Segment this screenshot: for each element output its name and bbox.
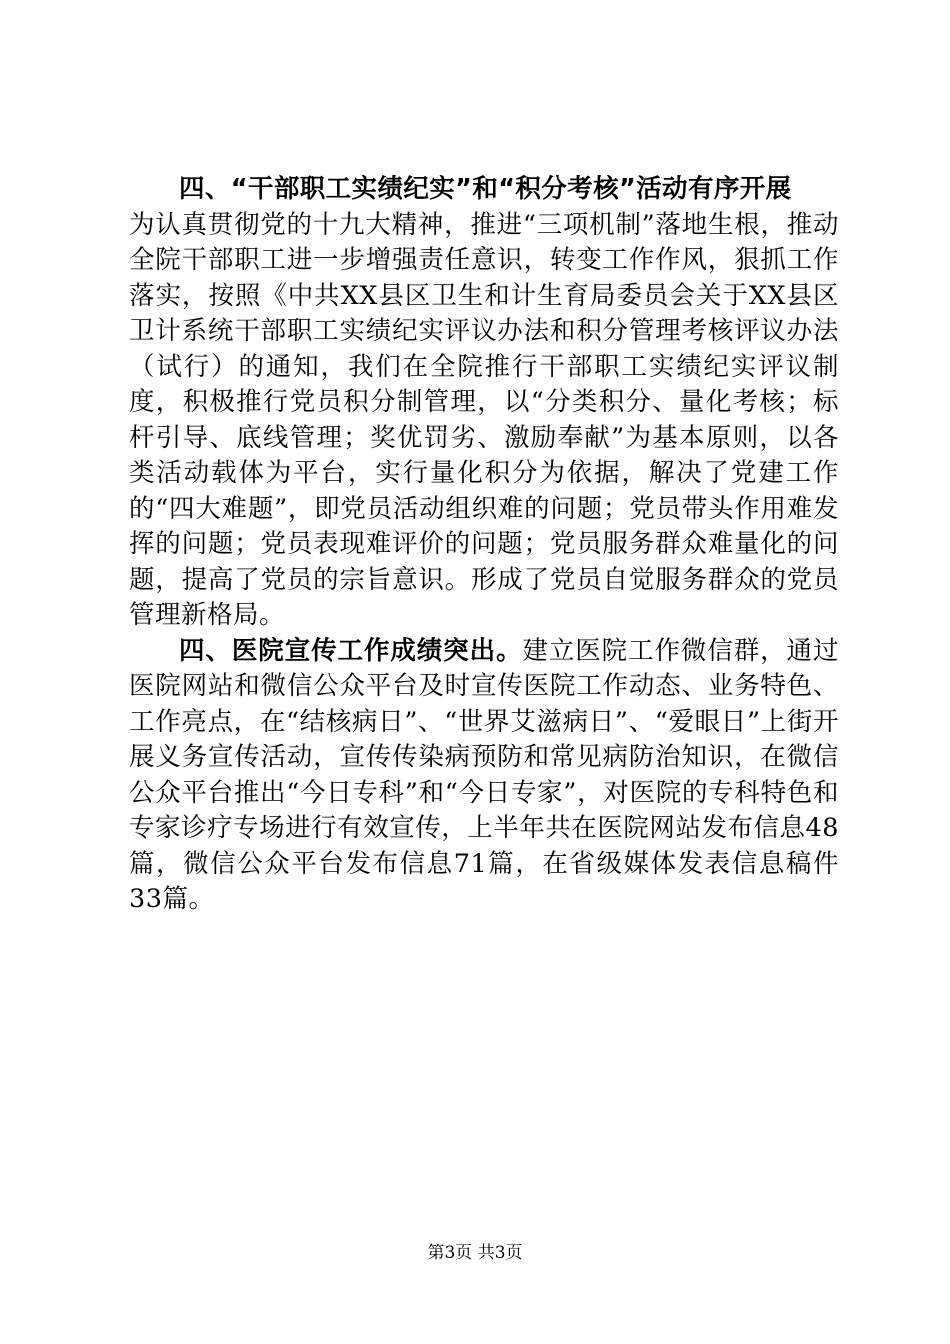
- section-4-publicity-heading: 四、医院宣传工作成绩突出。: [179, 635, 523, 666]
- section-4-publicity: [129, 634, 839, 918]
- section-4-evaluation-heading: 四、“干部职工实绩纪实”和“积分考核”活动有序开展: [179, 174, 792, 204]
- section-4-publicity-text: 建立医院工作微信群，通过医院网站和微信公众平台及时宣传医院工作动态、业务特色、工作亮点，在“结核病日”、“世界艾滋病日”、“爱眼日”上街开展义务宣传活动，宣传传染病预防和常见病防治知识，在微信公众平台推出“今日专科”和“今日专家”，对医院的专科特色和专家诊疗专场进行有效宣传，上半年共在医院网站发布信息48篇，微信公众平台发布信息71篇，在省级媒体发表信息稿件33篇。: [129, 635, 839, 914]
- page-number-footer: 第3页 共3页: [427, 1243, 523, 1263]
- section-4-evaluation-text: 为认真贯彻党的十九大精神，推进“三项机制”落地生根，推动全院干部职工进一步增强责任意识，转变工作作风，狠抓工作落实，按照《中共XX县区卫生和计生育局委员会关于XX县区卫计系统干部职工实绩纪实评议办法和积分管理考核评议办法（试行）的通知，我们在全院推行干部职工实绩纪实评议制度，积极推行党员积分制管理，以“分类积分、量化考核；标杆引导、底线管理；奖优罚劣、激励奉献”为基本原则，以各类活动载体为平台，实行量化积分为依据，解决了党建工作的“四大难题”，即党员活动组织难的问题；党员带头作用难发挥的问题；党员表现难评价的问题；党员服务群众难量化的问题，提高了党员的宗旨意识。形成了党员自觉服务群众的党员管理新格局。: [129, 209, 839, 630]
- section-4-evaluation: [129, 172, 839, 634]
- document-body: [129, 172, 839, 918]
